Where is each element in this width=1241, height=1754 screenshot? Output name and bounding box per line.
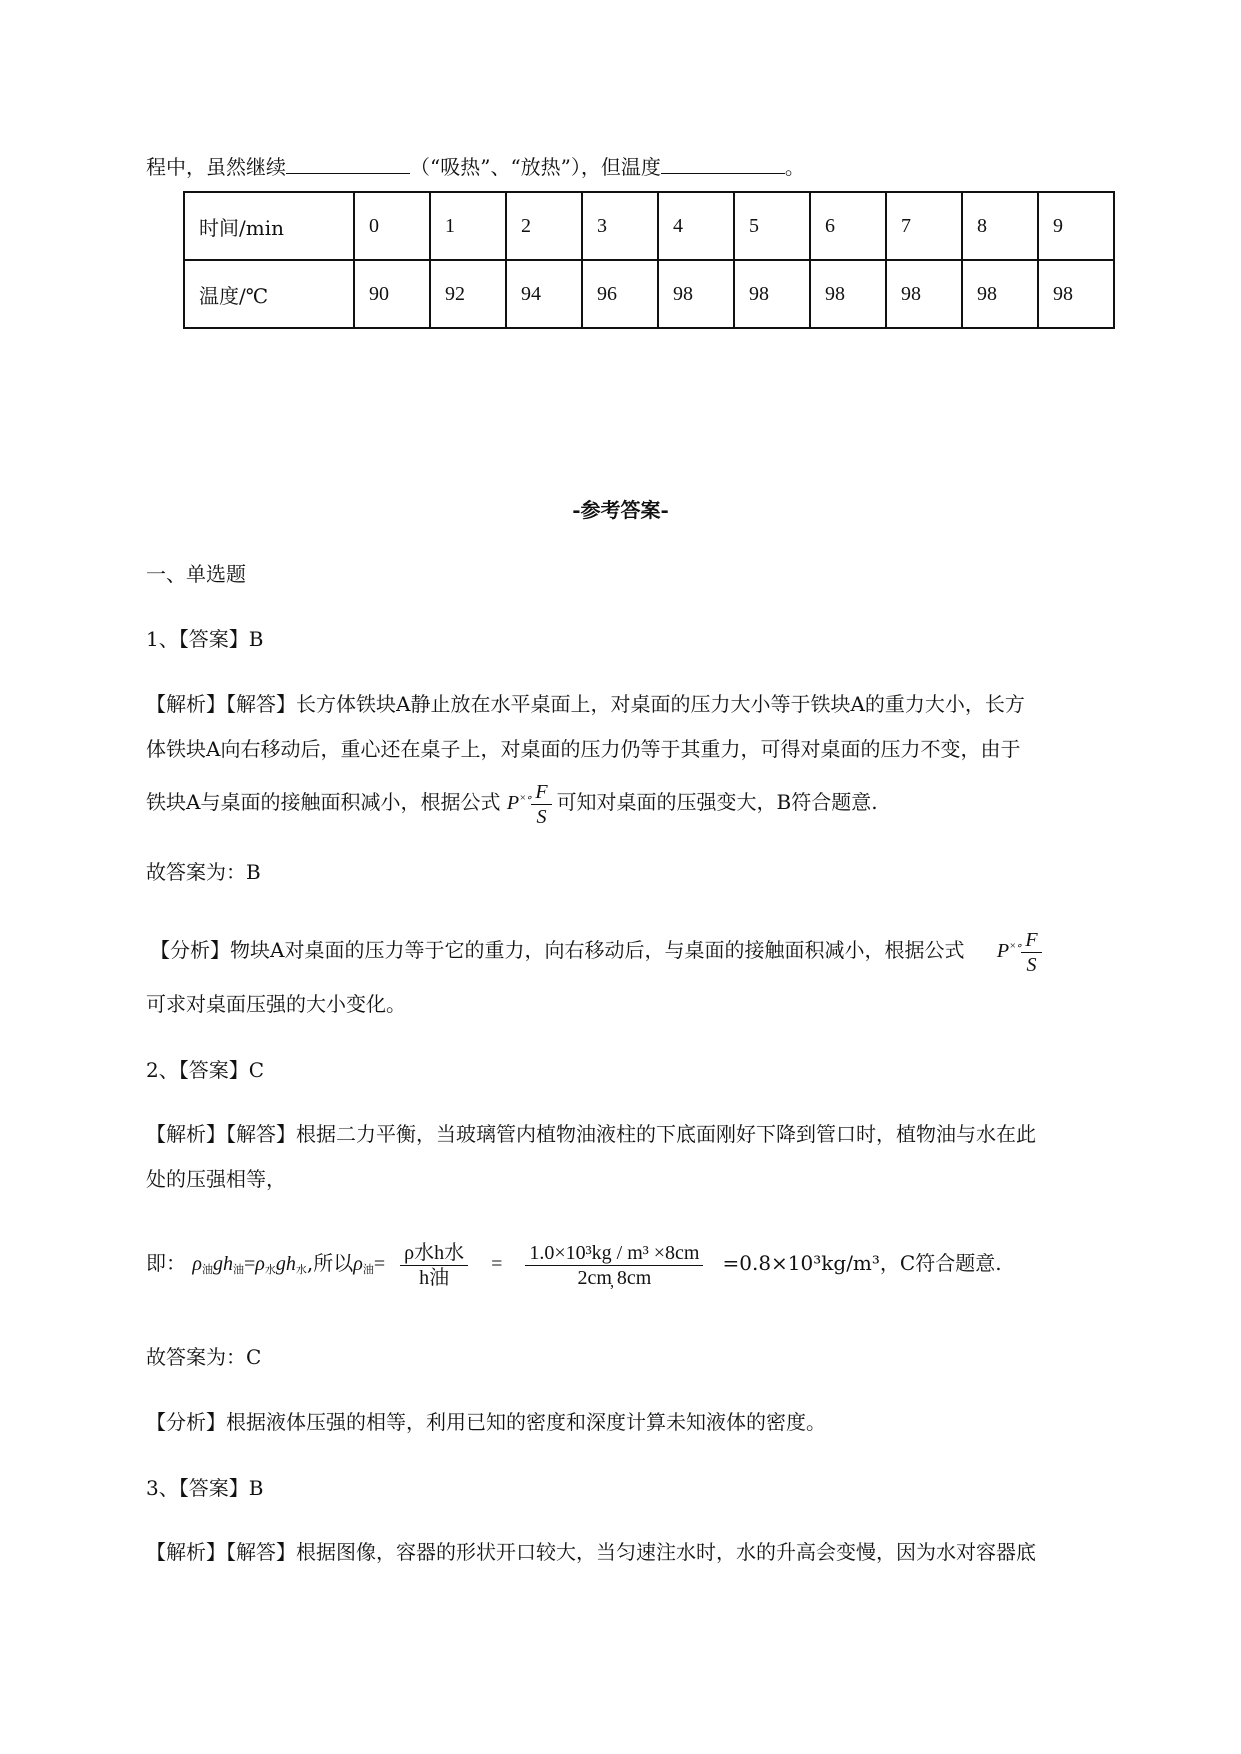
equals-sign: = — [243, 1253, 256, 1275]
pressure-formula — [506, 780, 557, 828]
table-cell: 3 — [582, 192, 658, 260]
time-temperature-table — [183, 191, 1115, 329]
q1-analysis-text-a: 铁块A与桌面的接触面积减小，根据公式 — [146, 790, 501, 814]
fragment-prefix: 程中，虽然继续 — [146, 155, 286, 179]
formula-denominator: S — [1026, 953, 1037, 976]
rho-symbol: ρ — [255, 1253, 265, 1275]
table-cell: 9 — [1038, 192, 1114, 260]
table-cell: 2 — [506, 192, 582, 260]
fraction-denominator: 2cm̦ 8cm — [577, 1266, 652, 1289]
q2-answer: 2、【答案】C — [146, 1058, 265, 1082]
table-cell: 98 — [734, 260, 810, 328]
oil-subscript: 油 — [201, 1264, 213, 1276]
table-cell: 98 — [1038, 260, 1114, 328]
table-cell: 5 — [734, 192, 810, 260]
section-heading: 一、单选题 — [146, 562, 246, 586]
rho-symbol: ρ — [192, 1253, 202, 1275]
so-text: ,所以 — [306, 1251, 354, 1275]
q1-fenxi-line-1 — [150, 918, 1042, 979]
fraction-numerator: ρ水h水 — [404, 1241, 465, 1264]
table-cell: 6 — [810, 192, 886, 260]
table-row-temperature — [184, 260, 1114, 328]
gh-term: gh — [212, 1253, 233, 1275]
table-cell: 8 — [962, 192, 1038, 260]
q2-conclusion: 故答案为：C — [146, 1345, 262, 1369]
fragment-suffix: 。 — [784, 155, 805, 179]
water-subscript: 水 — [295, 1264, 307, 1276]
q1-analysis-line-2: 体铁块A向右移动后，重心还在桌子上，对桌面的压力仍等于其重力，可得对桌面的压力不变，由于 — [146, 737, 1021, 761]
formula-p: P — [996, 940, 1010, 962]
q2-equation-line — [146, 1228, 1002, 1305]
table-cell: 98 — [886, 260, 962, 328]
q3-analysis-line-1: 【解析】【解答】根据图像，容器的形状开口较大，当匀速注水时，水的升高会变慢，因为水对容器底 — [146, 1540, 1036, 1564]
formula-mark: ×∘ — [1009, 940, 1022, 952]
q1-analysis-text-b: 可知对桌面的压强变大，B符合题意. — [556, 790, 878, 814]
gh-term: gh — [275, 1253, 296, 1275]
equals-sign: = — [491, 1253, 503, 1275]
table-row-time — [184, 192, 1114, 260]
answer-blank-2[interactable] — [661, 153, 785, 174]
formula-fraction — [1021, 930, 1041, 975]
formula-numerator: F — [535, 780, 548, 803]
table-cell: 94 — [506, 260, 582, 328]
q1-fenxi-text: 【分析】物块A对桌面的压力等于它的重力，向右移动后，与桌面的接触面积减小，根据公式 — [150, 938, 965, 962]
q1-conclusion: 故答案为：B — [146, 860, 261, 884]
eq-prefix: 即： — [146, 1251, 186, 1275]
oil-subscript: 油 — [362, 1264, 374, 1276]
oil-subscript: 油 — [232, 1264, 244, 1276]
formula-numerator: F — [1025, 928, 1038, 951]
pressure-formula — [996, 928, 1042, 976]
density-fraction-1 — [400, 1243, 468, 1288]
q1-analysis-line-1: 【解析】【解答】长方体铁块A静止放在水平桌面上，对桌面的压力大小等于铁块A的重力大小，长方 — [146, 692, 1025, 716]
q1-fenxi-line-2: 可求对桌面压强的大小变化。 — [146, 992, 406, 1016]
row-header-temperature: 温度/℃ — [184, 260, 354, 328]
table-cell: 98 — [962, 260, 1038, 328]
density-fraction-2 — [525, 1243, 703, 1288]
table-cell: 0 — [354, 192, 430, 260]
q2-fenxi: 【分析】根据液体压强的相等，利用已知的密度和深度计算未知液体的密度。 — [146, 1410, 826, 1434]
q3-answer: 3、【答案】B — [146, 1476, 264, 1500]
answer-blank-1[interactable] — [286, 153, 410, 174]
fragment-mid: （“吸热”、“放热”），但温度 — [410, 155, 661, 179]
q2-analysis-line-2: 处的压强相等， — [146, 1167, 286, 1191]
question-fragment-line — [146, 153, 805, 181]
density-equation — [192, 1241, 708, 1289]
row-header-time: 时间/min — [184, 192, 354, 260]
table-cell: 98 — [658, 260, 734, 328]
rho-symbol: ρ — [353, 1253, 363, 1275]
formula-p: P — [506, 792, 520, 814]
table-cell: 96 — [582, 260, 658, 328]
table-cell: 4 — [658, 192, 734, 260]
formula-denominator: S — [536, 805, 547, 828]
q2-analysis-line-1: 【解析】【解答】根据二力平衡，当玻璃管内植物油液柱的下底面刚好下降到管口时，植物油与水在此 — [146, 1122, 1036, 1146]
table-cell: 1 — [430, 192, 506, 260]
fraction-denominator: h油 — [419, 1266, 450, 1289]
answers-title: -参考答案- — [572, 498, 669, 522]
equals-sign: = — [373, 1253, 386, 1275]
table-cell: 90 — [354, 260, 430, 328]
formula-fraction — [531, 782, 551, 827]
formula-mark: ×∘ — [519, 792, 532, 804]
q1-answer: 1、【答案】B — [146, 627, 264, 651]
table-cell: 7 — [886, 192, 962, 260]
eq-result: =0.8×10³kg/m³，C符合题意. — [722, 1251, 1002, 1275]
q1-analysis-line-3 — [146, 770, 878, 831]
table-cell: 98 — [810, 260, 886, 328]
fraction-numerator: 1.0×10³kg / m³ ×8cm — [529, 1241, 700, 1264]
water-subscript: 水 — [264, 1264, 276, 1276]
table-cell: 92 — [430, 260, 506, 328]
